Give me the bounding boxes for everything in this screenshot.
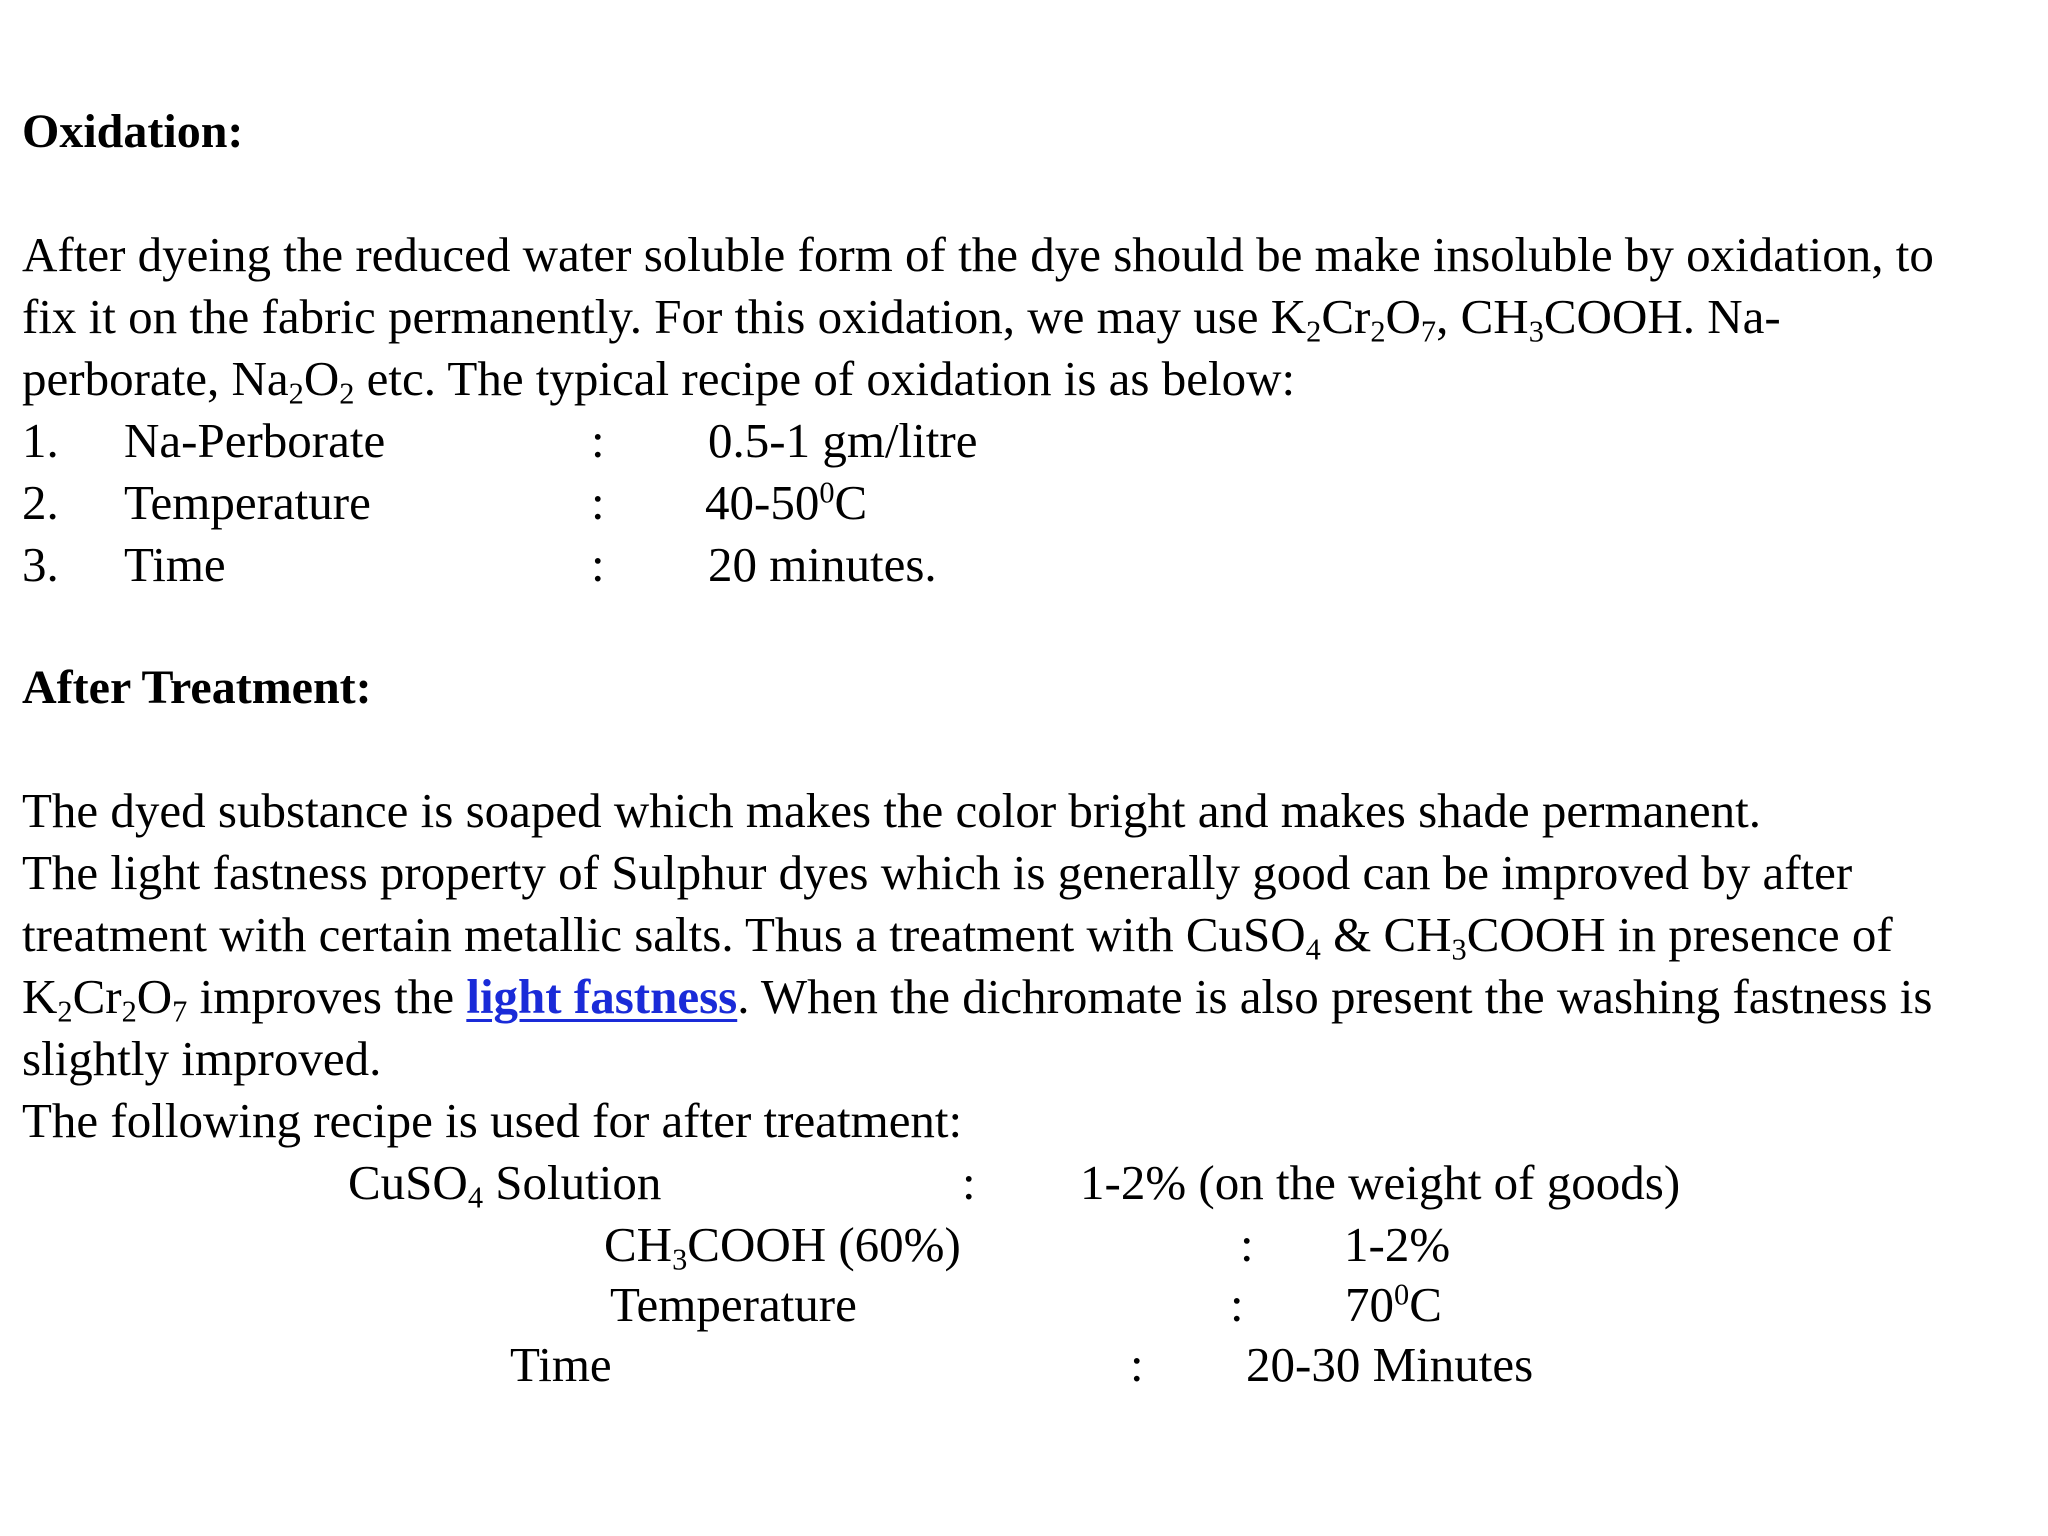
text-span: fix it on the fabric permanently. For this oxidation, we may use K — [22, 289, 1307, 344]
after-treatment-line-4 — [22, 969, 1933, 1029]
recipe-label: Na-Perborate — [124, 413, 386, 468]
subscript: 3 — [1451, 932, 1467, 967]
text-span: C — [834, 475, 868, 530]
text-span: treatment with certain metallic salts. Thus a treatment with CuSO — [22, 907, 1306, 962]
subscript: 2 — [57, 994, 73, 1029]
text-span: improves the — [187, 969, 467, 1024]
recipe-number: 1. — [22, 413, 59, 468]
subscript: 2 — [1370, 314, 1386, 349]
recipe-colon: : — [591, 537, 605, 592]
after-treatment-line-5: slightly improved. — [22, 1031, 382, 1086]
text-span: COOH (60%) — [687, 1217, 961, 1272]
subscript: 2 — [1306, 314, 1322, 349]
oxidation-paragraph-line-2 — [22, 289, 1781, 349]
recipe-value-time: 20-30 Minutes — [1246, 1337, 1534, 1392]
recipe-label-ch3cooh — [604, 1217, 961, 1277]
light-fastness-link[interactable]: light fastness — [466, 969, 738, 1024]
text-span: C — [1409, 1277, 1442, 1332]
recipe-colon: : — [962, 1155, 976, 1210]
recipe-colon: : — [591, 413, 605, 468]
text-span: Cr — [72, 969, 122, 1024]
oxidation-paragraph-line-3 — [22, 351, 1296, 411]
recipe-value: 20 minutes. — [708, 537, 937, 592]
recipe-colon: : — [1230, 1277, 1244, 1332]
after-treatment-heading: After Treatment: — [22, 661, 372, 714]
text-span: etc. The typical recipe of oxidation is as below: — [354, 351, 1296, 406]
recipe-number: 3. — [22, 537, 59, 592]
subscript: 4 — [467, 1180, 484, 1215]
oxidation-heading: Oxidation: — [22, 105, 244, 158]
recipe-label-temperature: Temperature — [610, 1277, 857, 1332]
superscript: 0 — [1394, 1277, 1410, 1312]
text-span: 70 — [1345, 1277, 1394, 1332]
recipe-label: Temperature — [124, 475, 371, 530]
recipe-value-temperature — [1345, 1277, 1442, 1332]
text-span: COOH. Na- — [1543, 289, 1781, 344]
text-span: CH — [1460, 289, 1529, 344]
subscript: 2 — [121, 994, 137, 1029]
subscript: 7 — [1420, 314, 1437, 349]
text-span: CH — [604, 1217, 673, 1272]
text-span: Solution — [483, 1155, 662, 1210]
oxidation-paragraph-line-1: After dyeing the reduced water soluble form of the dye should be make insoluble by oxidation, to — [22, 227, 1934, 282]
recipe-label-time: Time — [510, 1337, 612, 1392]
text-span: CuSO — [348, 1155, 468, 1210]
after-treatment-line-3 — [22, 907, 1893, 967]
after-treatment-line-6: The following recipe is used for after treatment: — [22, 1093, 963, 1148]
text-span: O — [303, 351, 340, 406]
text-span: COOH in presence of — [1466, 907, 1893, 962]
text-span: . When the dichromate is also present the washing fastness is — [737, 969, 1933, 1024]
text-span: O — [136, 969, 173, 1024]
subscript: 7 — [172, 994, 188, 1029]
recipe-value-ch3cooh: 1-2% — [1344, 1217, 1451, 1272]
subscript: 3 — [672, 1242, 688, 1277]
text-span: Cr — [1321, 289, 1371, 344]
text-span: & CH — [1320, 907, 1452, 962]
subscript: 2 — [339, 376, 355, 411]
recipe-number: 2. — [22, 475, 59, 530]
recipe-label-cuso4 — [348, 1155, 662, 1215]
text-span: K — [22, 969, 58, 1024]
subscript: 3 — [1528, 314, 1544, 349]
subscript: 2 — [288, 376, 304, 411]
recipe-value: 0.5-1 gm/litre — [708, 413, 978, 468]
text-span: 40-50 — [705, 475, 820, 530]
text-span: perborate, Na — [22, 351, 289, 406]
recipe-colon: : — [1130, 1337, 1144, 1392]
subscript: 4 — [1305, 932, 1321, 967]
text-span: O — [1385, 289, 1421, 344]
recipe-value-cuso4: 1-2% (on the weight of goods) — [1080, 1155, 1681, 1210]
after-treatment-line-2: The light fastness property of Sulphur dyes which is generally good can be improved by after — [22, 845, 1853, 900]
recipe-value — [705, 475, 868, 530]
recipe-label: Time — [124, 537, 226, 592]
superscript: 0 — [819, 475, 835, 510]
recipe-colon: : — [591, 475, 605, 530]
text-span: , — [1436, 289, 1461, 344]
recipe-colon: : — [1240, 1217, 1254, 1272]
after-treatment-line-1: The dyed substance is soaped which makes the color bright and makes shade permanent. — [22, 783, 1761, 838]
